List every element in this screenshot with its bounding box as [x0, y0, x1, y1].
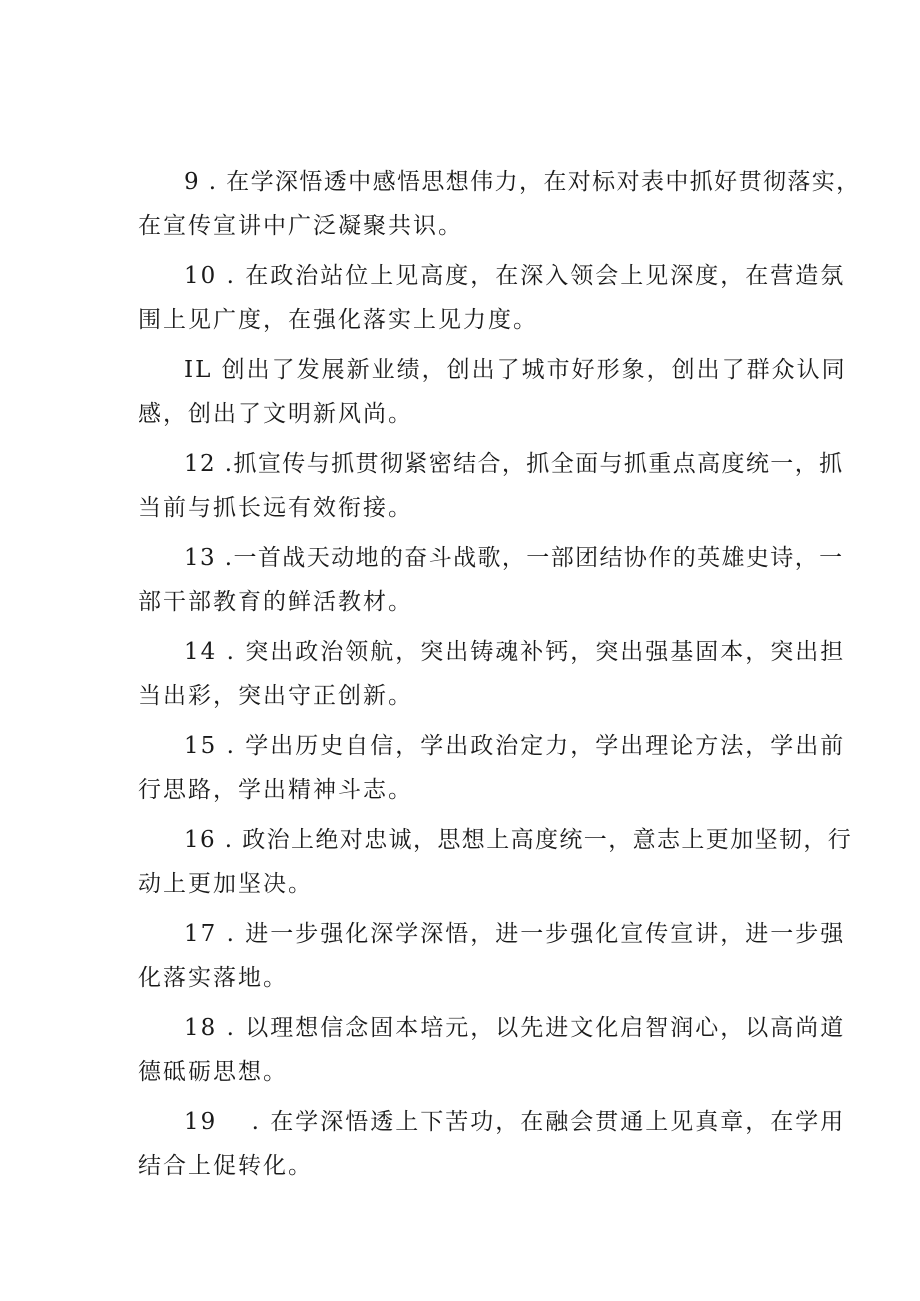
item-text-line-2: 围上见广度，在强化落实上见力度。 [138, 307, 538, 333]
item-text-line-2: 感，创出了文明新风尚。 [138, 401, 413, 427]
item-text-line-2: 在宣传宣讲中广泛凝聚共识。 [138, 213, 463, 239]
list-item [138, 818, 853, 906]
item-text-line-1: 19 . 在学深悟透上下苦功，在融会贯通上见真章，在学用 [184, 1109, 846, 1135]
item-text-line-1: 9 . 在学深悟透中感悟思想伟力，在对标对表中抓好贯彻落实， [184, 169, 861, 195]
item-text-line-1: 15 . 学出历史自信，学出政治定力，学出理论方法，学出前 [184, 733, 846, 759]
item-text-line-2: 当前与抓长远有效衔接。 [138, 495, 413, 521]
list-item [138, 724, 846, 812]
item-text-line-1: 14 . 突出政治领航，突出铸魂补钙，突出强基固本，突出担 [184, 639, 846, 665]
item-text-line-2: 化落实落地。 [138, 965, 288, 991]
list-item [138, 536, 844, 624]
list-item [138, 254, 846, 342]
item-text-line-1: 17 . 进一步强化深学深悟，进一步强化宣传宣讲，进一步强 [184, 921, 846, 947]
document-body [138, 160, 861, 1194]
item-text-line-1: 16 . 政治上绝对忠诚，思想上高度统一，意志上更加坚韧，行 [184, 827, 853, 853]
item-text-line-1: IL 创出了发展新业绩，创出了城市好形象，创出了群众认同 [184, 357, 847, 383]
item-text-line-1: 13 .一首战天动地的奋斗战歌，一部团结协作的英雄史诗，一 [184, 545, 844, 571]
item-text-line-2: 德砥砺思想。 [138, 1059, 288, 1085]
list-item [138, 160, 861, 248]
list-item [138, 442, 844, 530]
item-text-line-2: 结合上促转化。 [138, 1153, 313, 1179]
item-text-line-1: 12 .抓宣传与抓贯彻紧密结合，抓全面与抓重点高度统一，抓 [184, 451, 844, 477]
item-text-line-2: 行思路，学出精神斗志。 [138, 777, 413, 803]
item-text-line-1: 10 . 在政治站位上见高度，在深入领会上见深度，在营造氛 [184, 263, 846, 289]
item-text-line-2: 动上更加坚决。 [138, 871, 313, 897]
list-item [138, 1100, 846, 1188]
list-item [138, 630, 846, 718]
item-text-line-2: 当出彩，突出守正创新。 [138, 683, 413, 709]
item-text-line-2: 部干部教育的鲜活教材。 [138, 589, 413, 615]
list-item [138, 1006, 846, 1094]
item-text-line-1: 18 . 以理想信念固本培元，以先进文化启智润心，以高尚道 [184, 1015, 846, 1041]
list-item [138, 348, 847, 436]
list-item [138, 912, 846, 1000]
